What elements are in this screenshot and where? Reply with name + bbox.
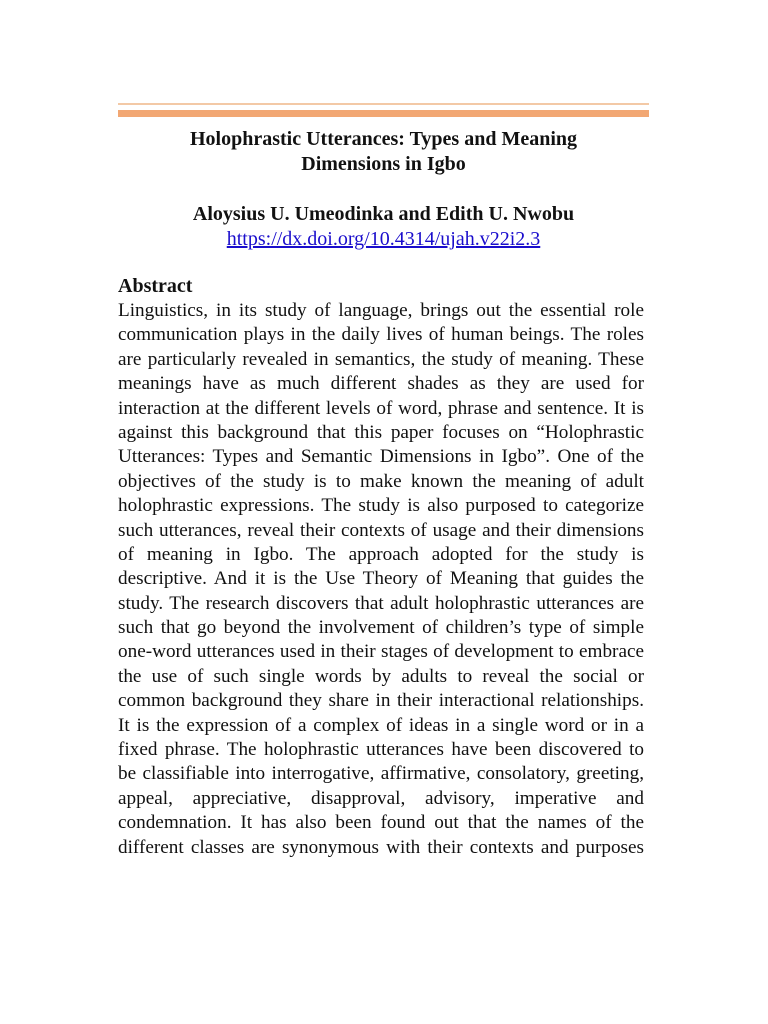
paper-title-line-2: Dimensions in Igbo: [301, 153, 466, 175]
paper-title-line-1: Holophrastic Utterances: Types and Meaning: [189, 128, 578, 150]
paper-title: [118, 127, 649, 177]
abstract-line: holophrastic expressions. The study is also purposed to categorize: [118, 495, 644, 517]
abstract-line: against this background that this paper focuses on “Holophrastic: [118, 421, 644, 443]
abstract-line: of meaning in Igbo. The approach adopted for the study is: [118, 543, 644, 565]
doi-link[interactable]: https://dx.doi.org/10.4314/ujah.v22i2.3: [226, 228, 541, 250]
abstract-line: appeal, appreciative, disapproval, advisory, imperative and: [118, 787, 644, 809]
doi-container: [118, 227, 649, 252]
abstract-line: such utterances, reveal their contexts of usage and their dimensions: [118, 519, 644, 541]
paper-authors: Aloysius U. Umeodinka and Edith U. Nwobu: [192, 203, 575, 225]
abstract-line: study. The research discovers that adult holophrastic utterances are: [118, 592, 644, 614]
abstract-body: [118, 299, 644, 860]
abstract-line: interaction at the different levels of word, phrase and sentence. It is: [118, 397, 644, 419]
abstract-line: condemnation. It has also been found out that the names of the: [118, 812, 644, 834]
abstract-line: be classifiable into interrogative, affirmative, consolatory, greeting,: [118, 763, 644, 785]
abstract-line: fixed phrase. The holophrastic utterances have been discovered to: [118, 739, 644, 761]
abstract-line: objectives of the study is to make known the meaning of adult: [118, 470, 644, 492]
header-rule-thin: [118, 103, 649, 105]
abstract-line: descriptive. And it is the Use Theory of Meaning that guides the: [118, 568, 644, 590]
abstract-line: communication plays in the daily lives of human beings. The roles: [118, 324, 644, 346]
abstract-line: different classes are synonymous with their contexts and purposes: [118, 836, 644, 858]
abstract-line: such that go beyond the involvement of children’s type of simple: [118, 617, 644, 639]
abstract-line: Utterances: Types and Semantic Dimensions in Igbo”. One of the: [118, 446, 644, 468]
abstract-line: Linguistics, in its study of language, brings out the essential role: [118, 300, 644, 321]
abstract-line: It is the expression of a complex of ideas in a single word or in a: [118, 714, 644, 736]
abstract-line: meanings have as much different shades as they are used for: [118, 373, 644, 395]
abstract-line: the use of such single words by adults to reveal the social or: [118, 665, 644, 687]
header-rule-thick: [118, 110, 649, 117]
abstract-line: are particularly revealed in semantics, the study of meaning. These: [118, 348, 644, 370]
abstract-heading: Abstract: [118, 275, 193, 297]
abstract-line: one-word utterances used in their stages of development to embrace: [118, 641, 644, 663]
abstract-line: common background they share in their interactional relationships.: [118, 690, 644, 712]
